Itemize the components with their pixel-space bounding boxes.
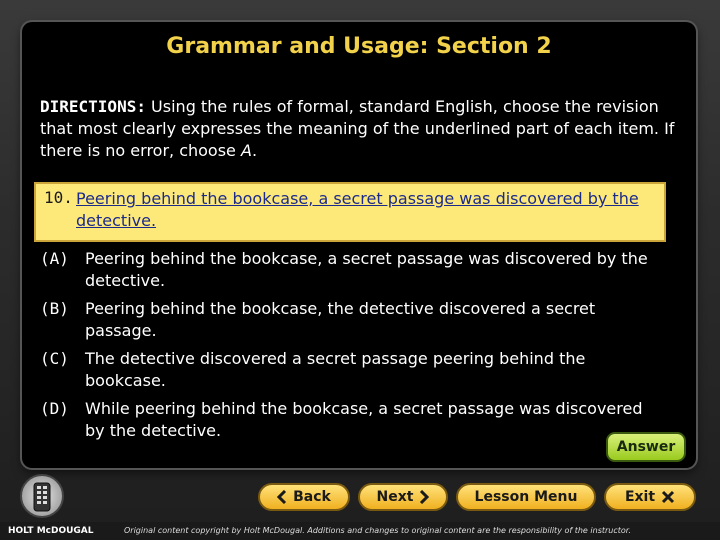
- directions: [40, 96, 680, 162]
- option-text: Peering behind the bookcase, a secret passage was discovered by the detective.: [85, 249, 648, 290]
- option-text: Peering behind the bookcase, the detective discovered a secret passage.: [85, 299, 596, 340]
- option-letter: (D): [40, 399, 69, 418]
- option-d[interactable]: [40, 398, 680, 448]
- option-letter: (A): [40, 249, 69, 268]
- option-letter: (C): [40, 349, 69, 368]
- next-label: Next: [376, 489, 414, 505]
- remote-control-button[interactable]: [20, 474, 64, 518]
- answer-options: [40, 248, 680, 448]
- remote-control-icon: [32, 482, 52, 512]
- lesson-menu-button[interactable]: [456, 483, 596, 511]
- option-letter: (B): [40, 299, 69, 318]
- exit-label: Exit: [624, 489, 656, 505]
- answer-button[interactable]: Answer: [606, 432, 686, 462]
- lesson-menu-label: Lesson Menu: [474, 489, 578, 505]
- item-sentence: Peering behind the bookcase, a secret passage was discovered by the detective.: [76, 189, 639, 230]
- copyright-text: Original content copyright by Holt McDougal. Additions and changes to original content are the responsibility of the instructor.: [124, 526, 631, 535]
- back-button[interactable]: [258, 483, 350, 511]
- directions-text: Using the rules of formal, standard English, choose the revision that most clearly expresses the meaning of the underlined part of each item. If there is no error, choose: [40, 97, 675, 160]
- chevron-right-icon: [419, 490, 429, 504]
- footer: [0, 522, 720, 540]
- option-text: While peering behind the bookcase, a secret passage was discovered by the detective.: [85, 399, 643, 440]
- item-number: 10.: [44, 188, 73, 207]
- option-b[interactable]: [40, 298, 680, 348]
- directions-choice: A: [240, 141, 252, 160]
- back-label: Back: [293, 489, 331, 505]
- option-text: The detective discovered a secret passage peering behind the bookcase.: [85, 349, 586, 390]
- option-a[interactable]: [40, 248, 680, 298]
- option-c[interactable]: [40, 348, 680, 398]
- directions-label: DIRECTIONS:: [40, 97, 146, 116]
- page-title: Grammar and Usage: Section 2: [166, 34, 552, 59]
- next-button[interactable]: [358, 483, 448, 511]
- directions-end: .: [251, 141, 258, 160]
- question-item: [34, 182, 666, 242]
- close-icon: [661, 490, 675, 504]
- publisher-logo: HOLT McDOUGAL: [8, 526, 94, 536]
- exit-button[interactable]: [604, 483, 696, 511]
- chevron-left-icon: [277, 490, 287, 504]
